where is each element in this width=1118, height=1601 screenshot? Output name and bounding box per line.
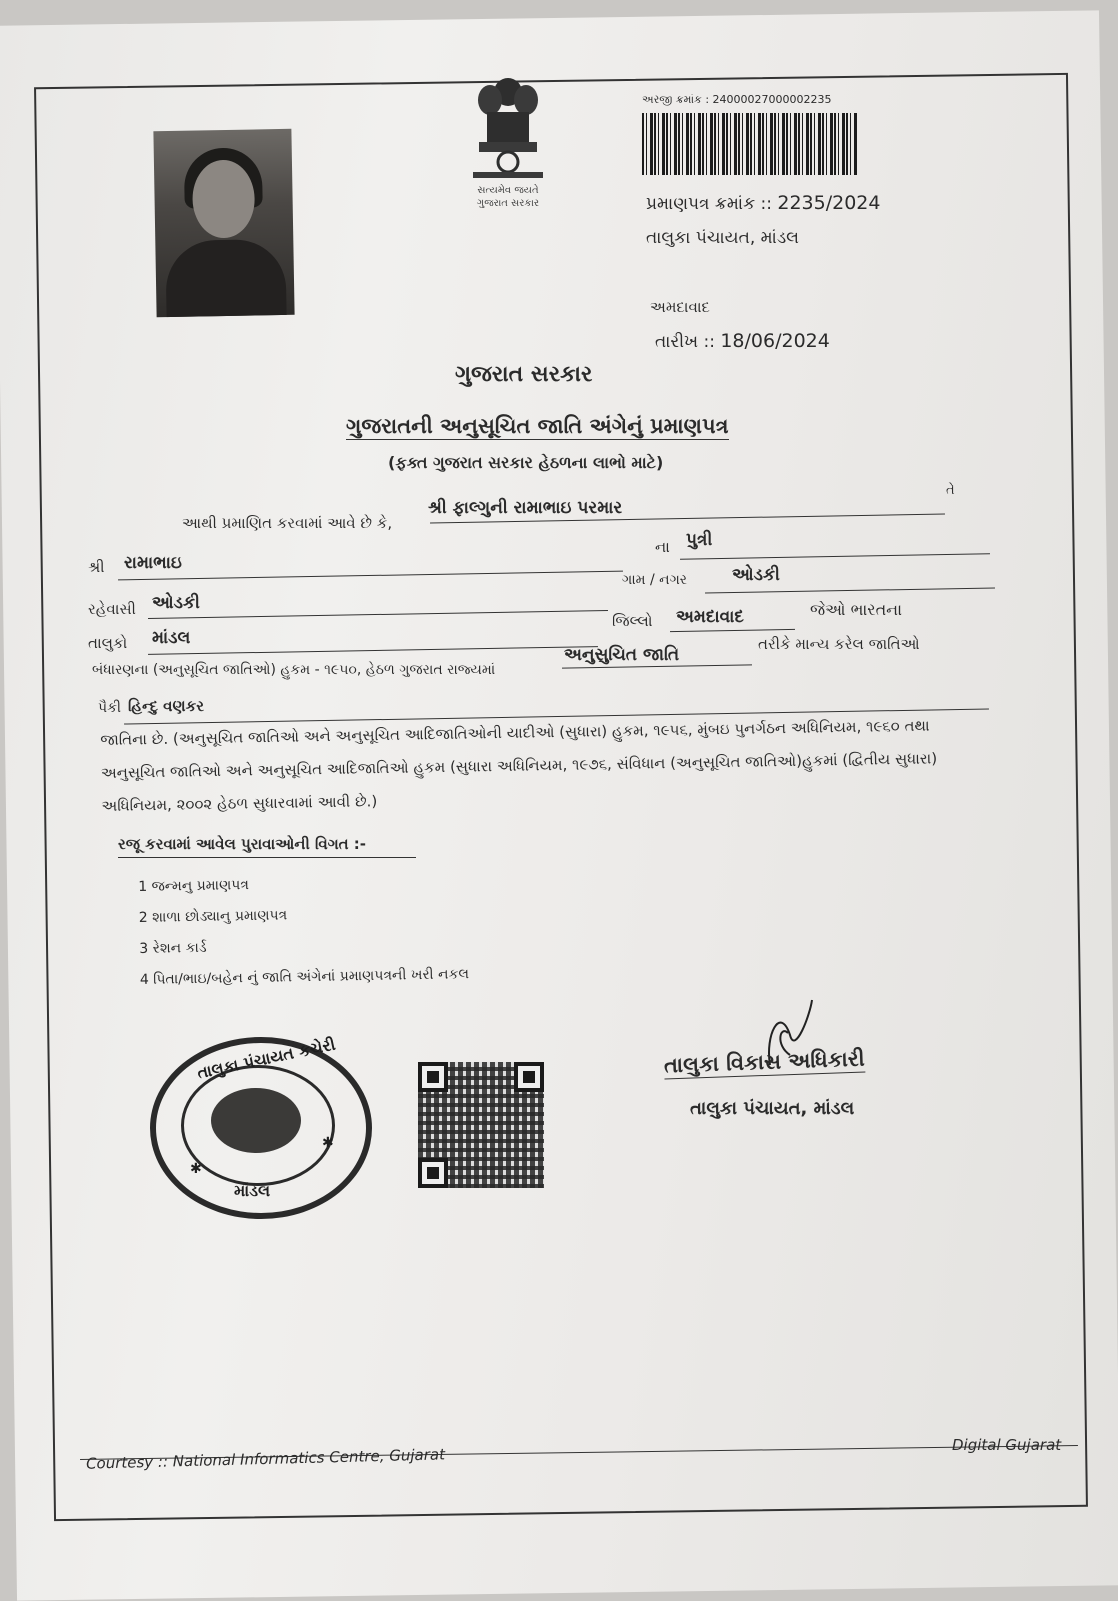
digital-gujarat-text: Digital Gujarat [952,1436,1062,1454]
legal-paragraph [100,709,938,823]
issuing-office: તાલુકા પંચાયત, માંડલ [646,228,800,248]
village-label: ગામ / નગર [622,572,688,588]
constitution-text: બંધારણના (અનુસૂચિત જાતિઓ) હુકમ - ૧૯૫૦, હેઠળ ગુજરાત રાજ્યમાં [92,662,496,678]
holder-name: શ્રી ફાલ્ગુની રામાભાઇ પરમાર [428,498,623,518]
jeo-bharatna: જેઓ ભારતના [810,600,903,619]
te-word: તે [946,483,955,498]
issuing-city: અમદાવાદ [650,298,710,316]
issue-date-row [655,330,830,352]
evidence-item: 3 રેશન કાર્ડ [139,939,207,957]
resident-place: ઓડકી [152,593,200,613]
signatory-office: તાલુકા પંચાયત, માંડલ [690,1098,855,1119]
certificate-number-label: પ્રમાણપત્ર ક્રમાંક :: [646,194,772,214]
issue-date: 18/06/2024 [720,330,830,352]
legal-line-2: અનુસૂચિત જાતિઓ અને અનુસૂચિત આદિજાતિઓ હુકમ (સુધારા અધિનિયમ, ૧૯૭૬, સંવિધાન (અનુસૂચિત જાતિઓ)હુકમાં (દ્વિતીય સુધારા) [100,749,938,782]
certificate-subtitle: (ફક્ત ગુજરાત સરકાર હેઠળના લાભો માટે) [388,453,664,472]
district-name: અમદાવાદ [676,607,744,627]
legal-line-3: અધિનિયમ, ૨૦૦૨ હેઠળ સુધારવામાં આવી છે.) [101,792,378,815]
seal-bottom-text: માંડલ [234,1181,271,1200]
evidence-item: 2 શાળા છોડ્યાનુ પ્રમાણપત્ર [138,907,288,926]
emblem-govt: ગુજરાત સરકાર [476,198,540,209]
state-emblem [458,70,558,210]
government-title: ગુજરાત સરકાર [455,362,593,387]
application-number: અરજી ક્રમાંક : 24000027000002235 [642,93,832,106]
barcode [642,113,857,175]
relation: પુત્રી [686,530,713,550]
certificate-number: 2235/2024 [777,192,881,214]
office-seal [150,1034,372,1219]
evidence-item: 4 પિતા/ભાઇ/બહેન નું જાતિ અંગેનાં પ્રમાણપત્રની ખરી નકલ [139,966,470,988]
resident-label: રહેવાસી [88,600,136,618]
evidence-list [138,866,469,996]
father-name: રામાભાઇ [124,553,182,573]
issue-date-label: તારીખ :: [655,332,715,352]
evidence-heading: રજૂ કરવામાં આવેલ પુરાવાઓની વિગત :- [118,835,416,858]
caste-name: હિન્દુ વણકર [128,697,204,715]
verification-qr-code [418,1062,544,1188]
certificate-title: ગુજરાતની અનુસૂચિત જાતિ અંગેનું પ્રમાણપત્ર [346,414,729,438]
certificate-number-row [646,192,880,214]
barcode-block [642,93,872,175]
seal-star-icon: ✱ [322,1135,334,1151]
ashoka-emblem-icon [463,70,553,180]
emblem-motto: સત્યમેવ જયતે [477,185,539,196]
recognised-text: તરીકે માન્ય કરેલ જાતિઓ [758,635,920,653]
seal-top-text: તાલુકા પંચાયત કચેરી [195,1034,338,1083]
na-word: ના [655,538,670,556]
taluka-label: તાલુકો [88,634,128,652]
courtesy-text: Courtesy :: National Informatics Centre, Gujarat [85,1445,446,1473]
category: અનુસુચિત જાતિ [564,645,680,665]
certify-prefix: આથી પ્રમાણિત કરવામાં આવે છે કે, [182,514,393,532]
taluka-name: માંડલ [152,628,191,648]
village-name: ઓડકી [732,565,780,585]
legal-line-1: જાતિના છે. (અનુસૂચિત જાતિઓ અને અનુસૂચિત આદિજાતિઓની યાદીઓ (સુધારા) હુકમ, ૧૯૫૬, મુંબઇ પુનર્ગઠન અધિનિયમ, ૧૯૬૦ તથા [100,716,930,749]
signatory-designation: તાલુકા વિકાસ અધિકારી [663,1046,866,1078]
seal-star-icon: ✱ [190,1161,202,1177]
shri-word: શ્રી [88,558,105,576]
district-label: જિલ્લો [612,612,653,630]
evidence-item: 1 જન્મનુ પ્રમાણપત્ર [138,877,250,895]
paiki-word: પૈકી [98,700,121,716]
applicant-photo [153,129,294,317]
